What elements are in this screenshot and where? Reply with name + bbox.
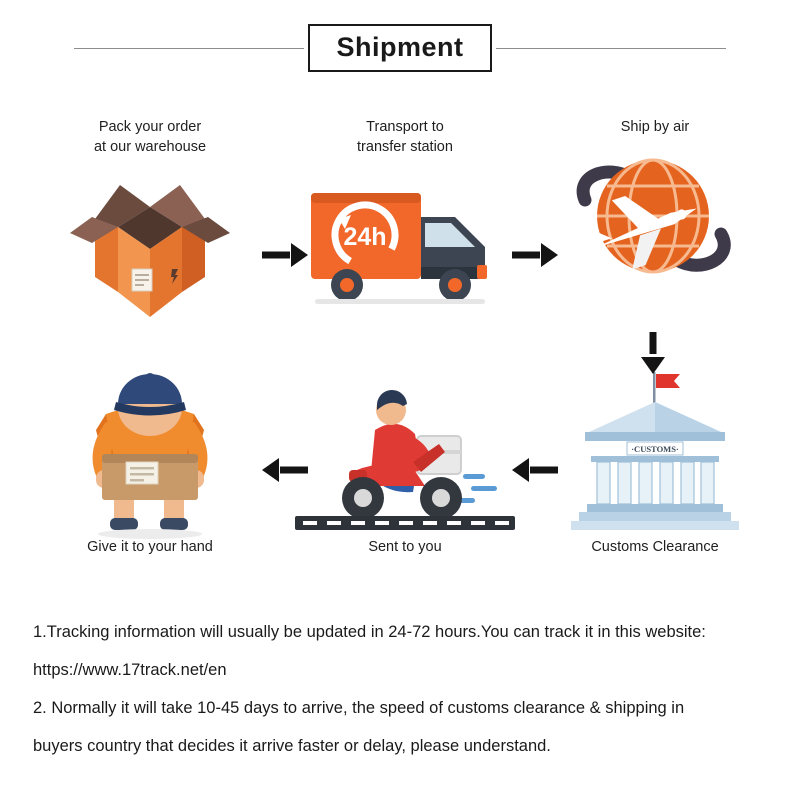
step-ship-by-air-line1: Ship by air <box>620 119 690 135</box>
globe-airplane-icon <box>545 138 765 318</box>
step-pack-order <box>40 118 260 337</box>
title-box <box>308 24 491 72</box>
step-transport-line2: transfer station <box>357 138 453 155</box>
step-ship-by-air-label <box>545 118 765 138</box>
arrow-customs-to-scooter <box>512 455 558 485</box>
courier-holding-parcel-icon <box>40 358 260 538</box>
step-give-to-hand <box>40 358 260 558</box>
arrow-transport-to-air <box>512 240 558 270</box>
step-transport <box>295 118 515 337</box>
step-pack-order-line2: at our warehouse <box>93 138 207 155</box>
shipment-flow <box>30 110 770 590</box>
note-tracking-url[interactable]: https://www.17track.net/en <box>33 660 227 679</box>
step-sent-to-you-line1: Sent to you <box>368 539 442 555</box>
scooter-courier-icon <box>295 358 515 538</box>
note-line-3: buyers country that decides it arrive faster or delay, please understand. <box>33 736 551 755</box>
header <box>0 18 800 78</box>
shipping-notes <box>33 618 773 770</box>
arrow-air-to-customs <box>638 332 668 374</box>
step-sent-to-you <box>295 358 515 558</box>
arrow-scooter-to-hand <box>262 455 308 485</box>
step-customs-clearance <box>545 358 765 558</box>
step-pack-order-label <box>40 118 260 157</box>
note-line-1: 1.Tracking information will usually be updated in 24-72 hours.You can track it in this website: <box>33 623 706 641</box>
delivery-truck-24h-icon <box>295 157 515 337</box>
step-customs-clearance-line1: Customs Clearance <box>591 539 719 555</box>
note-line-2: 2. Normally it will take 10-45 days to arrive, the speed of customs clearance & shipping in <box>33 698 685 717</box>
customs-building-icon <box>545 358 765 538</box>
step-pack-order-line1: Pack your order <box>98 119 202 135</box>
arrow-pack-to-transport <box>262 240 308 270</box>
step-transport-label <box>295 118 515 157</box>
header-rule-left <box>74 48 304 49</box>
header-rule-right <box>496 48 726 49</box>
truck-24h-text: 24h <box>343 223 387 252</box>
page-title: Shipment <box>336 32 464 62</box>
customs-sign-text: ·CUSTOMS· <box>631 444 679 454</box>
open-cardboard-box-icon <box>40 157 260 337</box>
step-transport-line1: Transport to <box>366 119 444 135</box>
step-ship-by-air <box>545 118 765 318</box>
step-give-to-hand-line1: Give it to your hand <box>87 539 213 555</box>
